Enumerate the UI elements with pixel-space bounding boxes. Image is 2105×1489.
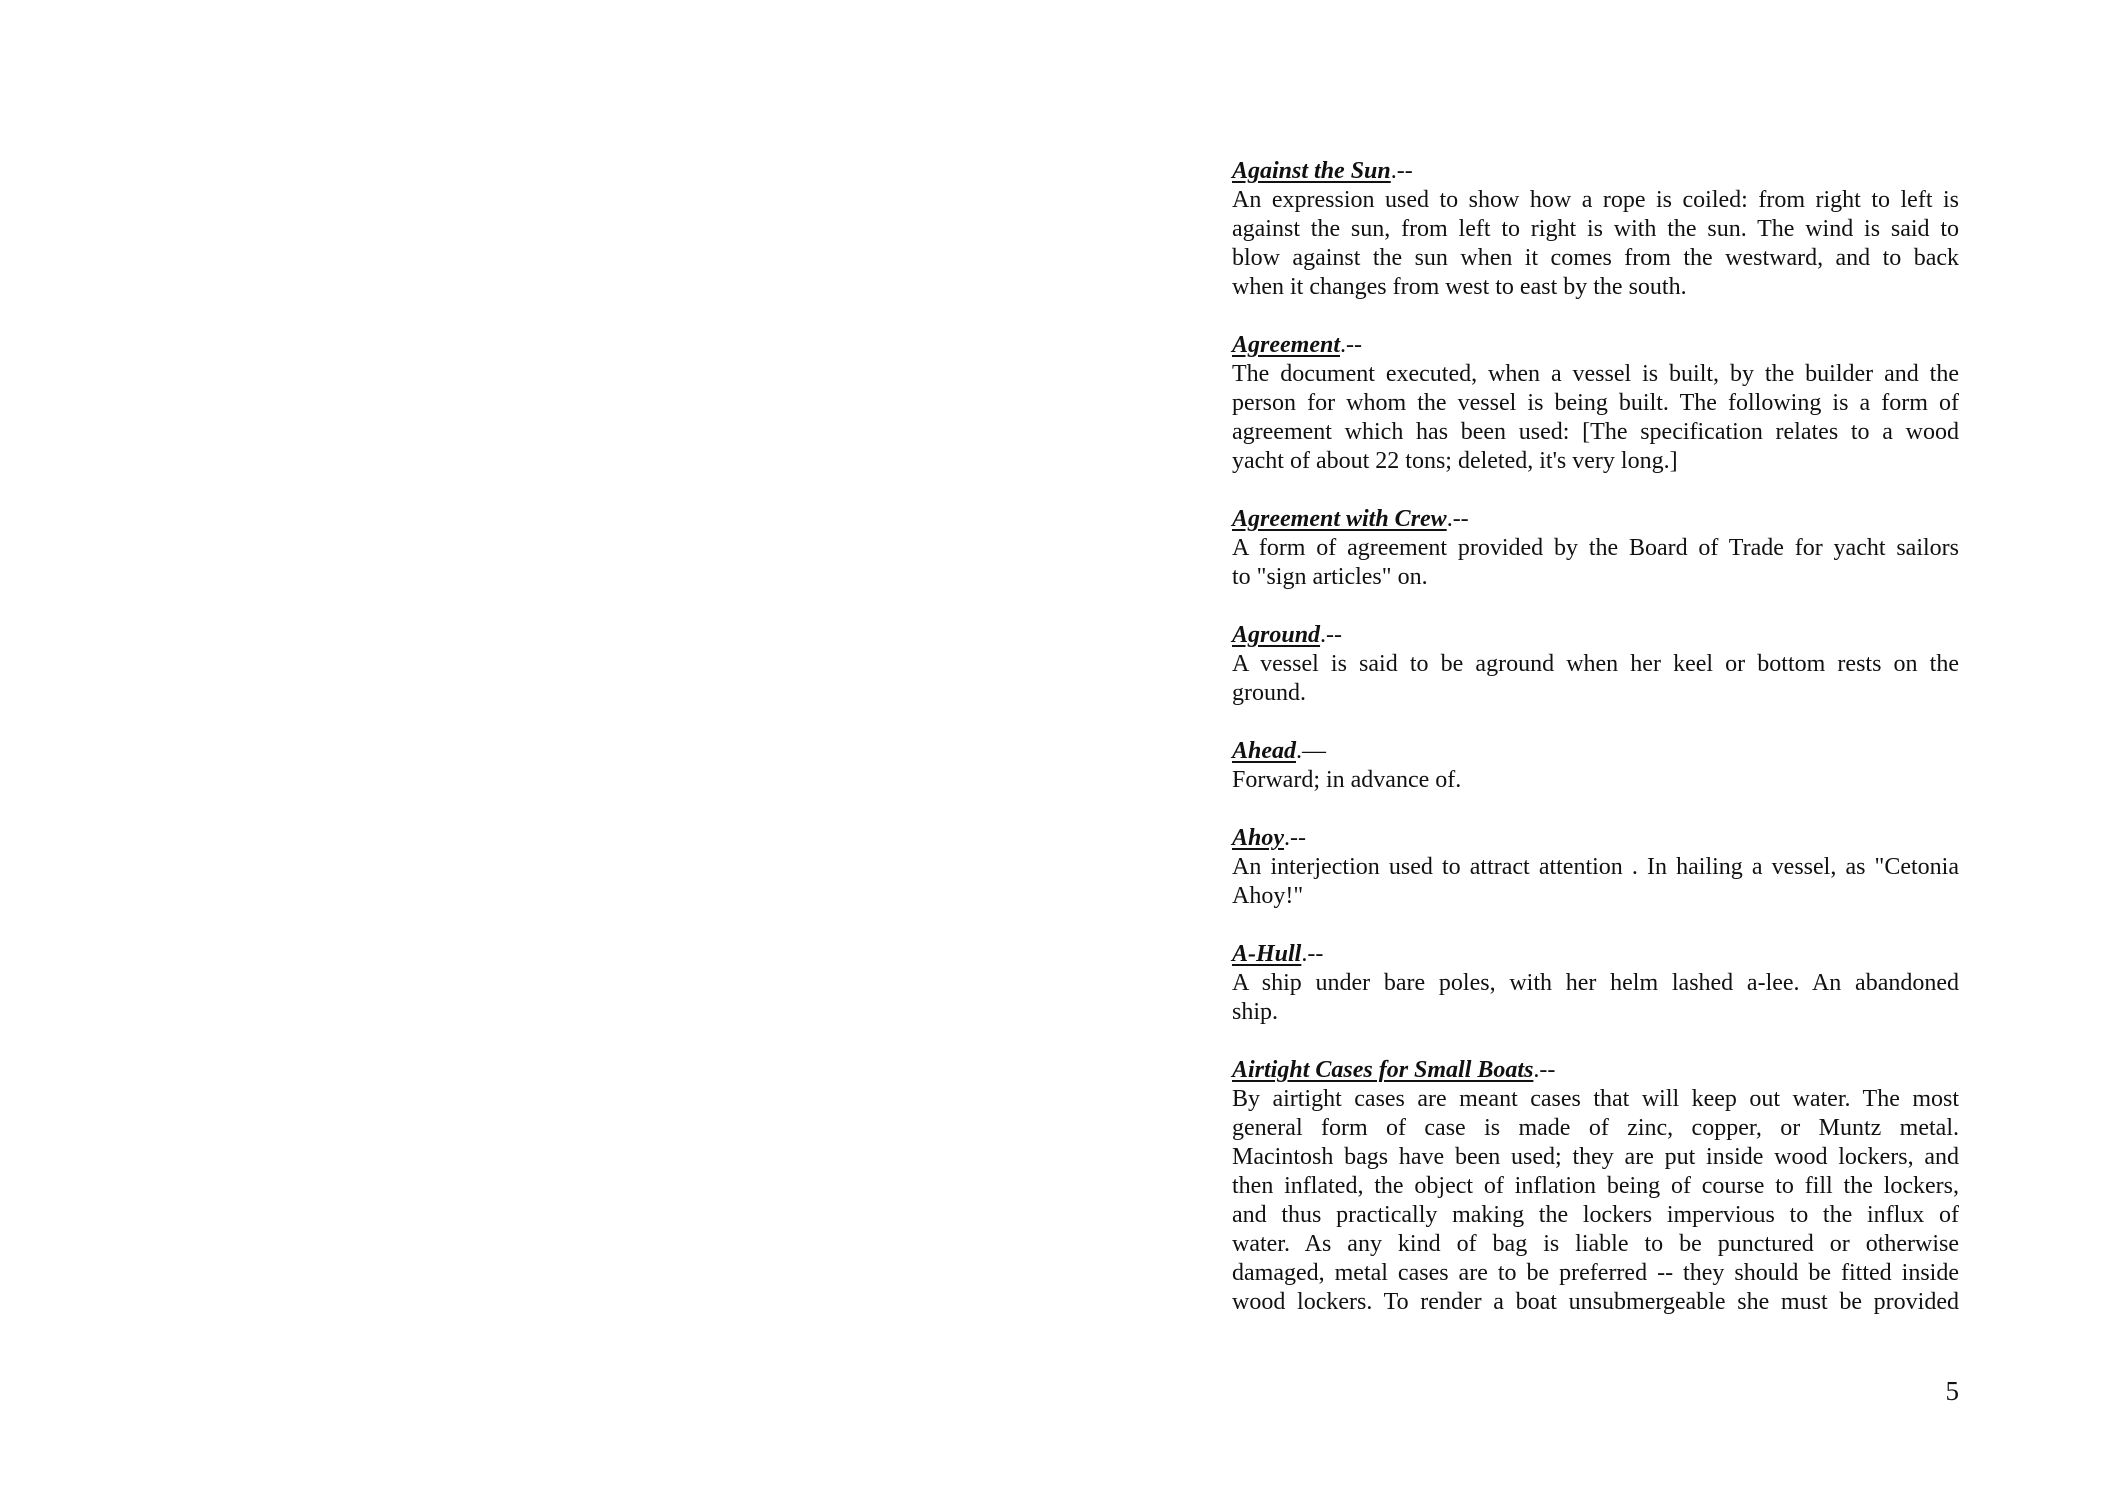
definition-line: ground.	[1232, 680, 1306, 706]
glossary-entry	[1232, 621, 1959, 708]
definition-line: By airtight cases are meant cases that will keep out water. The most	[1232, 1086, 1959, 1112]
definition-line: Ahoy!"	[1232, 883, 1304, 909]
definition-line: A ship under bare poles, with her helm lashed a-lee. An abandoned	[1232, 970, 1959, 996]
definition-line: yacht of about 22 tons; deleted, it's very long.]	[1232, 448, 1678, 474]
entry-heading	[1232, 1056, 1959, 1085]
entry-separator: .--	[1301, 941, 1324, 967]
glossary-entry	[1232, 940, 1959, 1027]
entry-separator: .--	[1390, 158, 1413, 184]
entry-heading	[1232, 505, 1959, 534]
definition-line: Forward; in advance of.	[1232, 767, 1462, 793]
entry-term: Agreement	[1232, 332, 1340, 358]
entry-term: A-Hull	[1232, 941, 1302, 967]
glossary-entry	[1232, 737, 1959, 795]
glossary-entry	[1232, 505, 1959, 592]
entry-separator: .--	[1284, 825, 1306, 851]
entry-term: Against the Sun	[1232, 158, 1391, 184]
entry-separator: .—	[1296, 738, 1327, 764]
entry-separator: .--	[1320, 622, 1343, 648]
definition-line: and thus practically making the lockers impervious to the influx of	[1232, 1202, 1959, 1228]
entry-heading	[1232, 737, 1959, 766]
entry-heading	[1232, 824, 1959, 853]
entry-separator: .--	[1446, 506, 1469, 532]
definition-line: general form of case is made of zinc, copper, or Muntz metal.	[1232, 1115, 1959, 1141]
entry-term: Ahoy	[1232, 825, 1285, 851]
glossary-entry	[1232, 1056, 1959, 1317]
entry-term: Aground	[1232, 622, 1321, 648]
definition-line: The document executed, when a vessel is built, by the builder and the	[1232, 361, 1959, 387]
definition-line: person for whom the vessel is being built. The following is a form of	[1232, 390, 1959, 416]
entry-heading	[1232, 621, 1959, 650]
definition-line: A form of agreement provided by the Board of Trade for yacht sailors	[1232, 535, 1959, 561]
definition-line: when it changes from west to east by the south.	[1232, 274, 1687, 300]
definition-line: agreement which has been used: [The specification relates to a wood	[1232, 419, 1959, 445]
entry-term: Airtight Cases for Small Boats	[1232, 1057, 1534, 1083]
definition-line: then inflated, the object of inflation being of course to fill the lockers,	[1232, 1173, 1959, 1199]
entry-heading	[1232, 157, 1959, 186]
entry-term: Ahead	[1232, 738, 1297, 764]
definition-line: wood lockers. To render a boat unsubmergeable she must be provided	[1232, 1289, 1959, 1315]
page-number: 5	[1945, 1376, 1959, 1406]
entry-heading	[1232, 940, 1959, 969]
entry-heading	[1232, 331, 1959, 360]
entry-term: Agreement with Crew	[1232, 506, 1447, 532]
definition-line: to "sign articles" on.	[1232, 564, 1428, 590]
glossary-entry	[1232, 824, 1959, 911]
definition-line: against the sun, from left to right is with the sun. The wind is said to	[1232, 216, 1959, 242]
entry-separator: .--	[1533, 1057, 1556, 1083]
definition-line: Macintosh bags have been used; they are put inside wood lockers, and	[1232, 1144, 1959, 1170]
definition-line: An interjection used to attract attention . In hailing a vessel, as "Cetonia	[1232, 854, 1959, 880]
definition-line: ship.	[1232, 999, 1279, 1025]
definition-line: A vessel is said to be aground when her keel or bottom rests on the	[1232, 651, 1959, 677]
definition-line: An expression used to show how a rope is coiled: from right to left is	[1232, 187, 1959, 213]
glossary-entry	[1232, 331, 1959, 476]
glossary-entry	[1232, 157, 1959, 302]
definition-line: damaged, metal cases are to be preferred -- they should be fitted inside	[1232, 1260, 1959, 1286]
entry-separator: .--	[1340, 332, 1362, 358]
glossary-column	[1232, 157, 1959, 1346]
definition-line: water. As any kind of bag is liable to be punctured or otherwise	[1232, 1231, 1959, 1257]
definition-line: blow against the sun when it comes from the westward, and to back	[1232, 245, 1959, 271]
